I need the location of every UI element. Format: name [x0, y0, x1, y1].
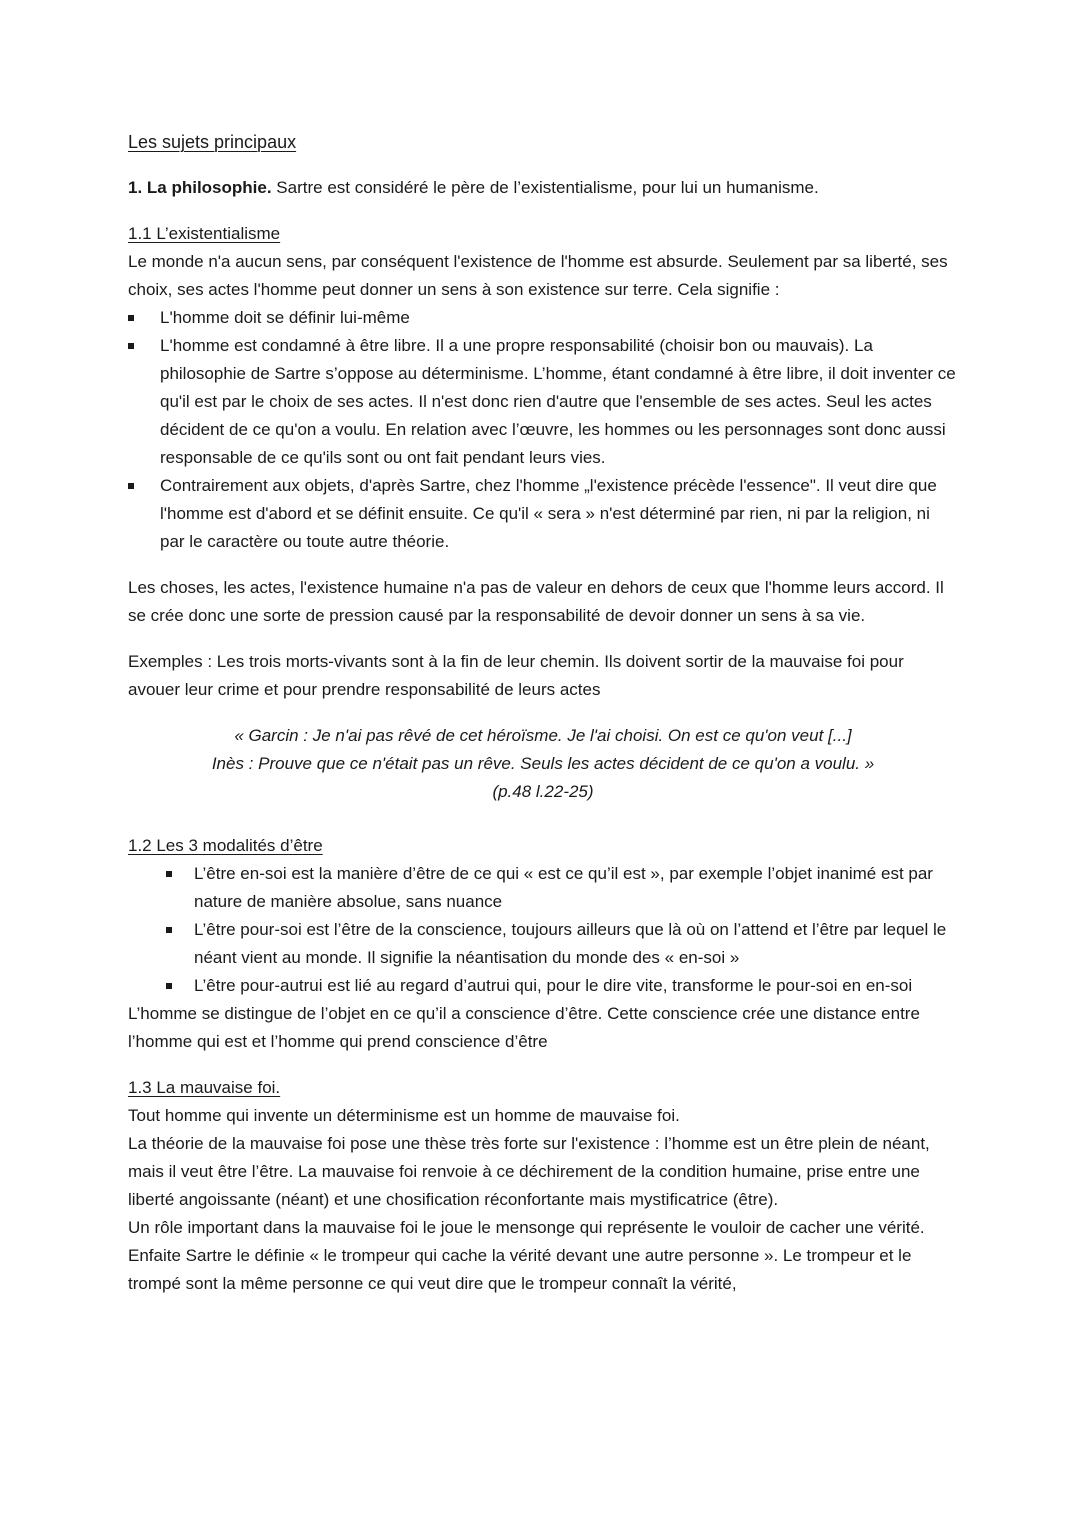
- section-1-heading: [128, 174, 958, 202]
- section-1-2-paragraph: L’homme se distingue de l’objet en ce qu’il a conscience d’être. Cette conscience crée une distance entre l’homme qui est et l’homme qui prend conscience d’être: [128, 1004, 920, 1051]
- section-1-3-paragraph-1: La théorie de la mauvaise foi pose une thèse très forte sur l'existence : l’homme est un être plein de néant, mais il veut être l’être. La mauvaise foi renvoie à ce déchirement de la condition humaine, prise entre une liberté angoissante (néant) et une chosification réconfortante mais mystificatrice (être).: [128, 1134, 930, 1209]
- list-item: L’être en-soi est la manière d’être de ce qui « est ce qu’il est », par exemple l’objet inanimé est par nature de manière absolue, sans nuance: [128, 860, 958, 916]
- list-item: L’être pour-autrui est lié au regard d’autrui qui, pour le dire vite, transforme le pour-soi en en-soi: [128, 972, 958, 1000]
- section-1-1-intro: Le monde n'a aucun sens, par conséquent l'existence de l'homme est absurde. Seulement par sa liberté, ses choix, ses actes l'homme peut donner un sens à son existence sur terre. Cela signifie :: [128, 252, 948, 299]
- section-1-heading-bold: 1. La philosophie.: [128, 178, 272, 197]
- document-page: [128, 128, 958, 1298]
- quote-reference: (p.48 l.22-25): [492, 782, 594, 801]
- list-item: L'homme doit se définir lui-même: [128, 304, 958, 332]
- section-1-3-paragraph-2: Un rôle important dans la mauvaise foi le joue le mensonge qui représente le vouloir de cacher une vérité. Enfaite Sartre le définie « le trompeur qui cache la vérité devant une autre personne ». Le trompeur et le trompé sont la même personne ce qui veut dire que le trompeur connaît la vérité,: [128, 1218, 925, 1293]
- section-1-2-heading: 1.2 Les 3 modalités d’être: [128, 836, 323, 855]
- section-1-1-paragraph-2: Les choses, les actes, l'existence humaine n'a pas de valeur en dehors de ceux que l'homme leurs accord. Il se crée donc une sorte de pression causé par la responsabilité de devoir donner un sens à sa vie.: [128, 578, 944, 625]
- list-item: Contrairement aux objets, d'après Sartre, chez l'homme „l'existence précède l'essence". Il veut dire que l'homme est d'abord et se définit ensuite. Ce qu'il « sera » n'est déterminé par rien, ni par la religion, ni par le caractère ou toute autre théorie.: [128, 472, 958, 556]
- list-item: L’être pour-soi est l’être de la conscience, toujours ailleurs que là où on l’attend et l’être par lequel le néant vient au monde. Il signifie la néantisation du monde des « en-soi »: [128, 916, 958, 972]
- section-1-1-bullet-list: [128, 304, 958, 556]
- list-item: L'homme est condamné à être libre. Il a une propre responsabilité (choisir bon ou mauvais). La philosophie de Sartre s’oppose au déterminisme. L’homme, étant condamné à être libre, il doit inventer ce qu'il est par le choix de ses actes. Il n'est donc rien d'autre que l'ensemble de ses actes. Seul les actes décident de ce qu'on a voulu. En relation avec l’œuvre, les hommes ou les personnages sont donc aussi responsable de ce qu'ils sont ou ont fait pendant leurs vies.: [128, 332, 958, 472]
- quote-line-2: Inès : Prouve que ce n'était pas un rêve. Seuls les actes décident de ce qu'on a voulu. »: [211, 754, 875, 773]
- section-1-heading-rest: Sartre est considéré le père de l’existentialisme, pour lui un humanisme.: [271, 178, 819, 197]
- quote-block: [128, 722, 958, 806]
- section-1-3-heading: 1.3 La mauvaise foi.: [128, 1078, 281, 1097]
- section-1-1-heading: 1.1 L’existentialisme: [128, 224, 281, 243]
- section-1-3-line-1: Tout homme qui invente un déterminisme est un homme de mauvaise foi.: [128, 1106, 680, 1125]
- quote-line-1: « Garcin : Je n'ai pas rêvé de cet héroïsme. Je l'ai choisi. On est ce qu'on veut [...]: [234, 726, 852, 745]
- section-1-1-examples: Exemples : Les trois morts-vivants sont à la fin de leur chemin. Ils doivent sortir de la mauvaise foi pour avouer leur crime et pour prendre responsabilité de leurs actes: [128, 652, 904, 699]
- document-title: Les sujets principaux: [128, 132, 297, 152]
- section-1-2-bullet-list: [128, 860, 958, 1000]
